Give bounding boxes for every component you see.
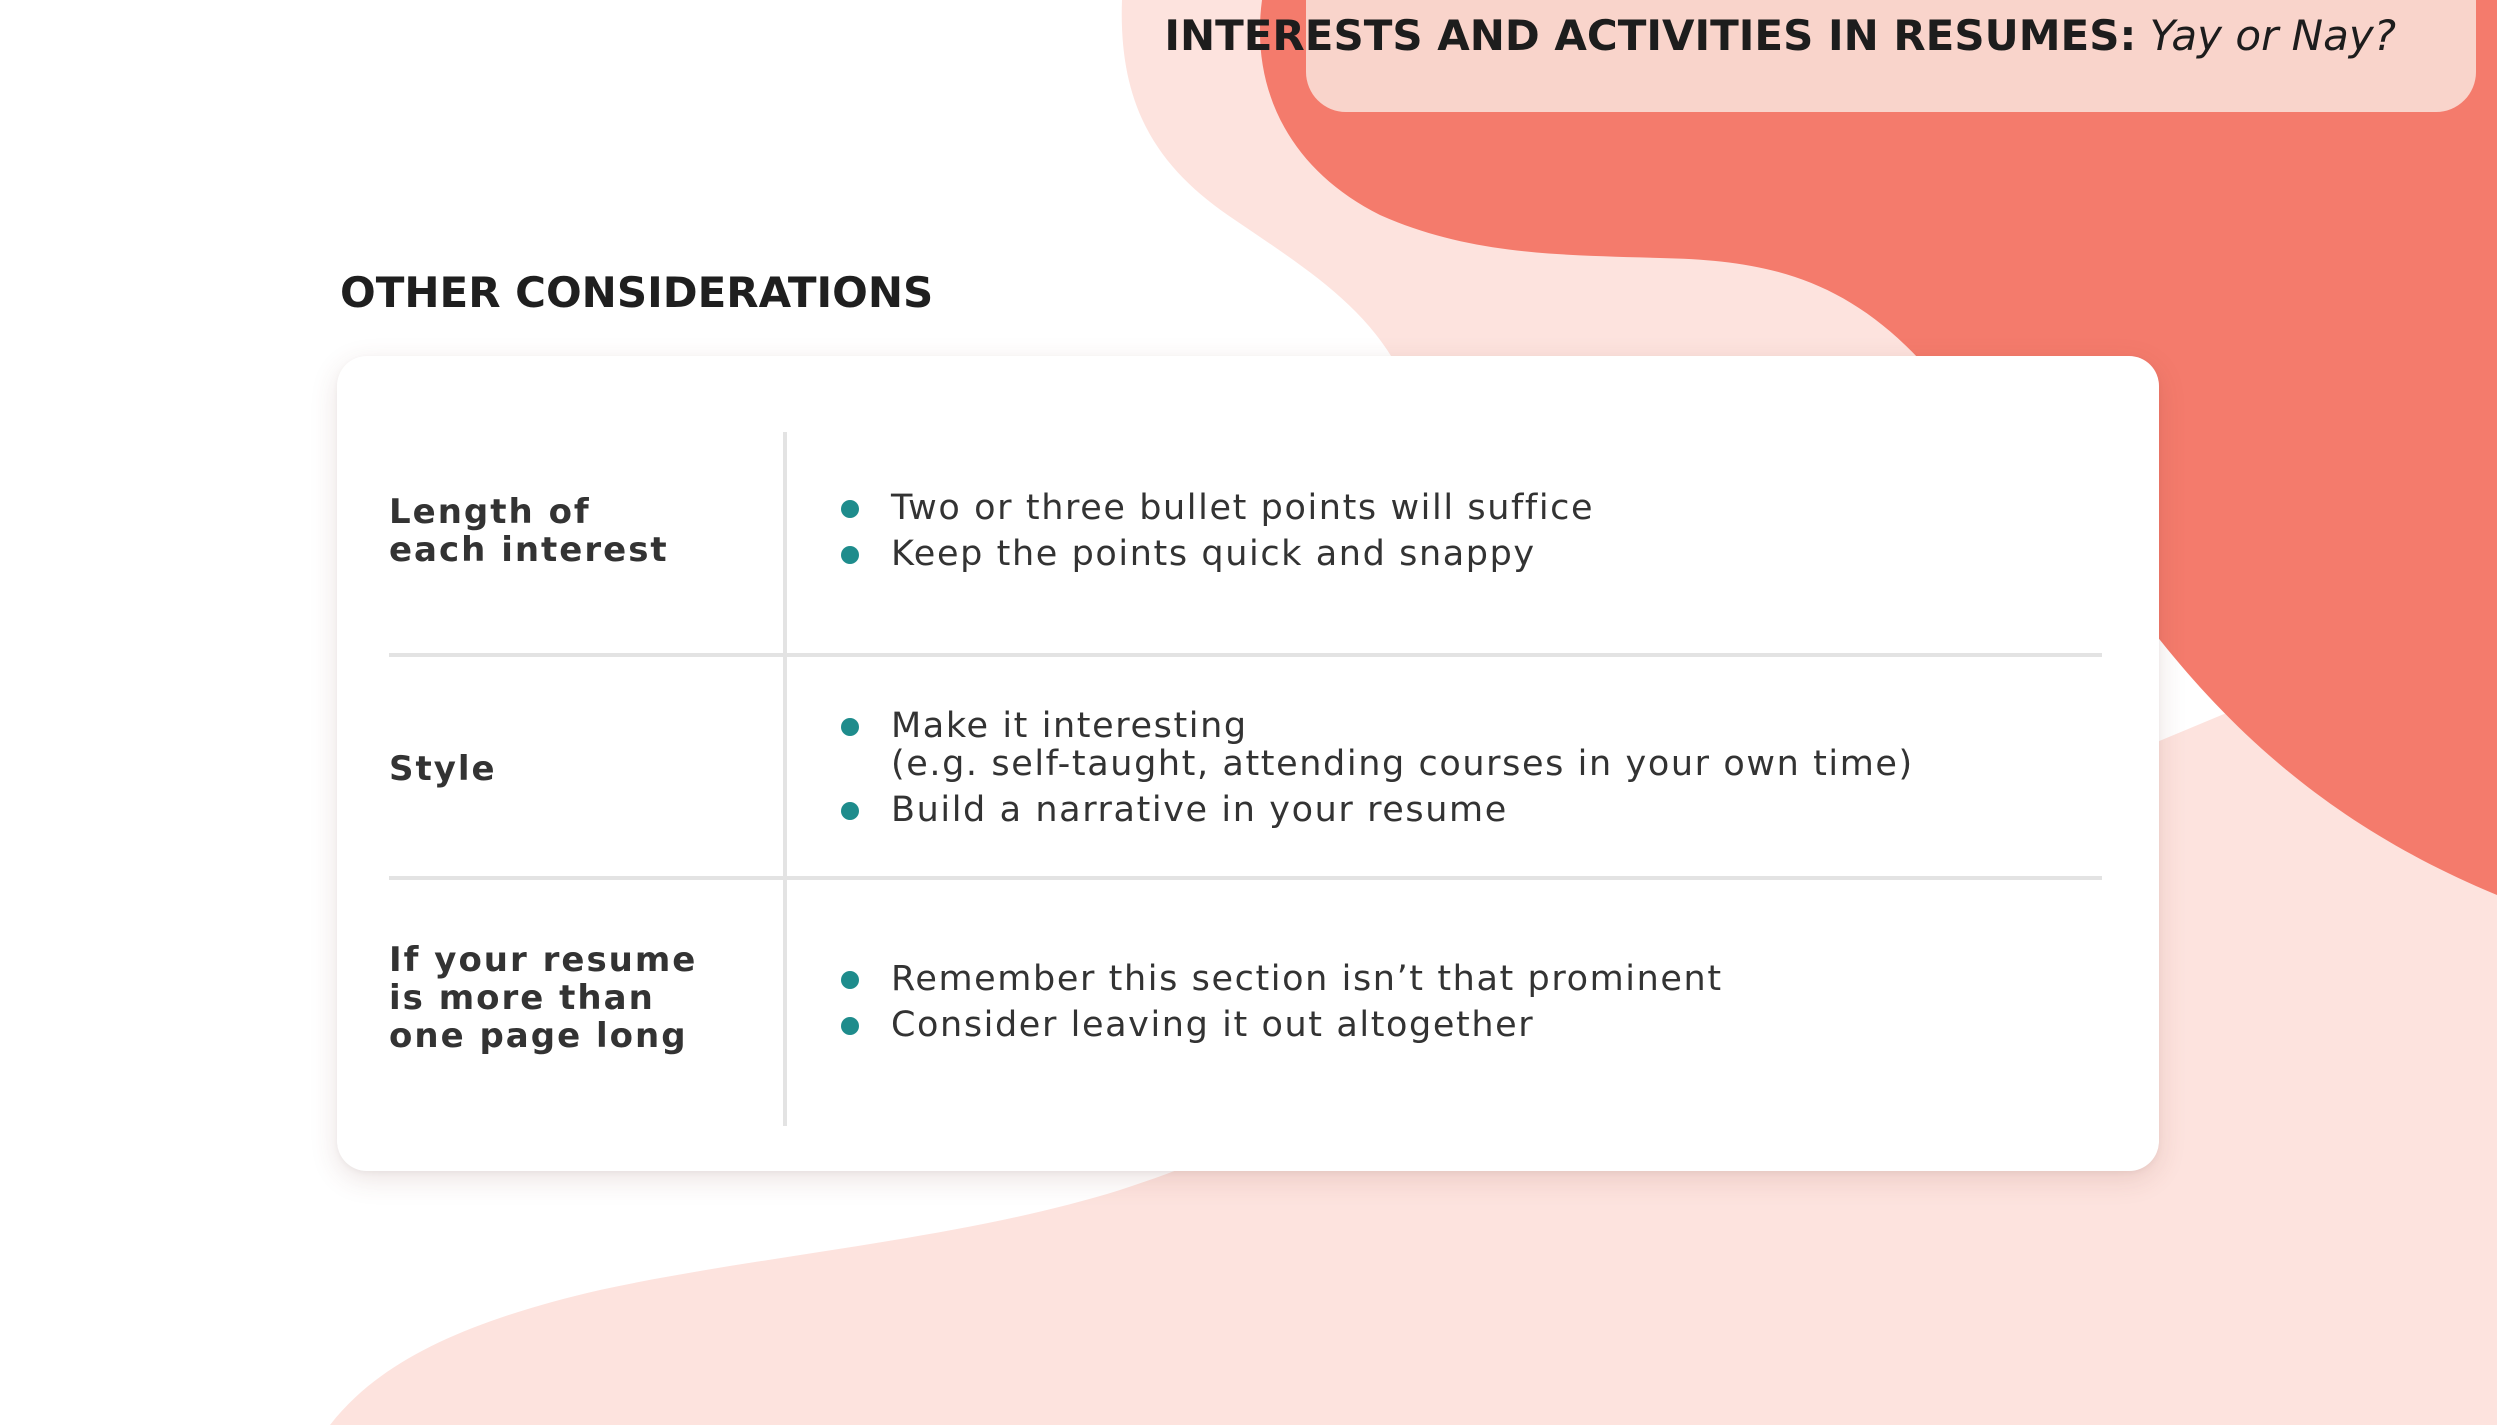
bullet-dot-icon (841, 546, 859, 564)
bullet-text: Remember this section isn’t that prominent (891, 959, 1723, 999)
bullet-item (841, 707, 2121, 783)
considerations-card (337, 356, 2159, 1171)
bullet-text-continuation: (e.g. self-taught, attending courses in your own time) (891, 744, 1914, 784)
row-divider-1 (389, 653, 2102, 657)
bullet-dot-icon (841, 802, 859, 820)
row-label-line: is more than (389, 978, 655, 1018)
bullet-dot-icon (841, 1017, 859, 1035)
row-divider-2 (389, 876, 2102, 880)
bullet-list-style (841, 707, 2121, 837)
section-title: OTHER CONSIDERATIONS (340, 268, 934, 317)
row-label-length (389, 493, 769, 569)
column-divider (783, 432, 787, 1126)
bullet-item (841, 489, 2121, 527)
row-label-line: If your resume (389, 940, 698, 980)
bullet-list-length (841, 489, 2121, 581)
bullet-item (841, 960, 2121, 998)
bullet-list-multipage (841, 960, 2121, 1052)
bullet-text: Two or three bullet points will suffice (891, 488, 1595, 528)
bullet-dot-icon (841, 718, 859, 736)
row-label-line: Length of (389, 492, 591, 532)
row-label-style (389, 750, 769, 788)
bullet-text: Build a narrative in your resume (891, 790, 1508, 830)
bullet-dot-icon (841, 500, 859, 518)
bullet-item (841, 535, 2121, 573)
row-label-multipage (389, 941, 769, 1055)
page-header-title (1164, 0, 2396, 72)
bullet-dot-icon (841, 971, 859, 989)
bullet-text: Make it interesting (891, 706, 1248, 746)
header-title-italic: Yay or Nay? (2149, 11, 2396, 60)
bullet-text: Keep the points quick and snappy (891, 534, 1536, 574)
header-banner (1164, 0, 2476, 112)
bullet-item (841, 1006, 2121, 1044)
bullet-text: Consider leaving it out altogether (891, 1005, 1535, 1045)
header-title-strong: INTERESTS AND ACTIVITIES IN RESUMES: (1164, 11, 2137, 60)
row-label-line: Style (389, 749, 497, 789)
row-label-line: one page long (389, 1016, 688, 1056)
bullet-item (841, 791, 2121, 829)
row-label-line: each interest (389, 530, 669, 570)
